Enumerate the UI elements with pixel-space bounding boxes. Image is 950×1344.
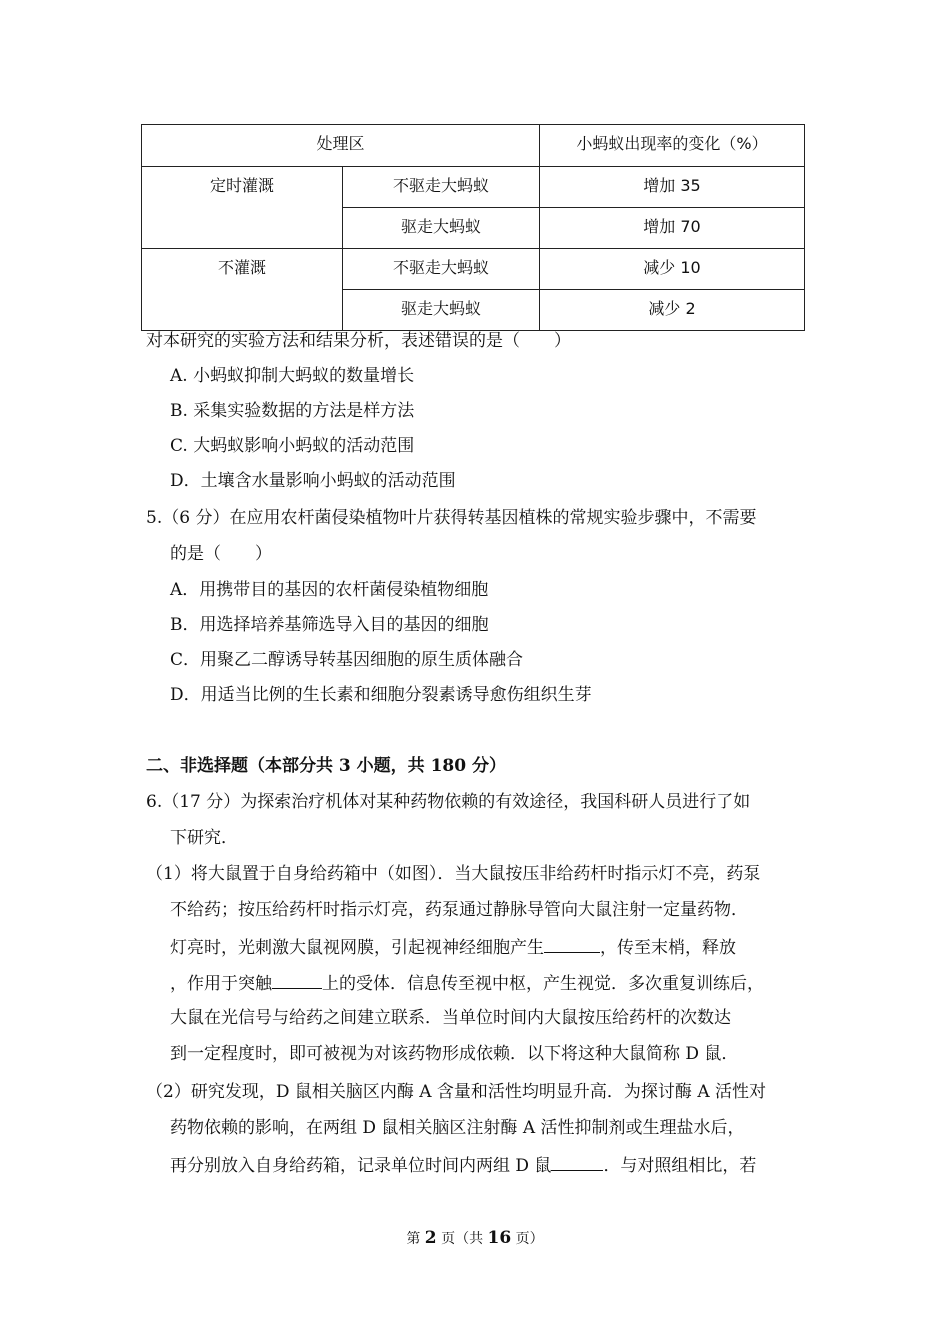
text-fragment: 上的受体．信息传至视中枢，产生视觉．多次重复训练后， [322, 974, 764, 994]
group-label: 不灌溉 [142, 249, 343, 331]
answer-blank[interactable] [544, 934, 600, 953]
answer-blank[interactable] [551, 1152, 603, 1171]
header-rate-change: 小蚂蚁出现率的变化（%） [540, 125, 805, 167]
q6-part1-line6: 到一定程度时，即可被视为对该药物形成依赖．以下将这种大鼠简称 D 鼠． [170, 1044, 739, 1064]
text-fragment: ，传至末梢，释放 [600, 938, 736, 958]
q6-part1-line1: （1）将大鼠置于自身给药箱中（如图）．当大鼠按压非给药杆时指示灯不亮，药泵 [146, 864, 761, 884]
change-cell: 减少 2 [540, 290, 805, 331]
q6-part2-line3 [170, 1152, 756, 1178]
q4-stem: 对本研究的实验方法和结果分析，表述错误的是（ ） [146, 331, 571, 351]
change-cell: 增加 70 [540, 208, 805, 249]
q4-option-d: D．土壤含水量影响小蚂蚁的活动范围 [170, 471, 456, 491]
table-header-row [142, 125, 805, 167]
treatment-cell: 驱走大蚂蚁 [343, 290, 540, 331]
q5-option-b: B．用选择培养基筛选导入目的基因的细胞 [170, 615, 489, 635]
table-row [142, 249, 805, 290]
page-number: 2 [424, 1228, 437, 1248]
q5-option-c: C．用聚乙二醇诱导转基因细胞的原生质体融合 [170, 650, 524, 670]
text-fragment: 再分别放入自身给药箱，记录单位时间内两组 D 鼠 [170, 1156, 552, 1176]
q6-part1-line2: 不给药；按压给药杆时指示灯亮，药泵通过静脉导管向大鼠注射一定量药物． [170, 900, 748, 920]
q5-option-a: A．用携带目的基因的农杆菌侵染植物细胞 [170, 580, 489, 600]
q5-option-d: D．用适当比例的生长素和细胞分裂素诱导愈伤组织生芽 [170, 685, 592, 705]
table-row [142, 167, 805, 208]
q6-part2-line2: 药物依赖的影响，在两组 D 鼠相关脑区注射酶 A 活性抑制剂或生理盐水后， [170, 1118, 745, 1138]
total-pages: 16 [487, 1228, 512, 1248]
header-treatment-zone: 处理区 [142, 125, 540, 167]
q6-part1-line4 [170, 970, 764, 996]
q4-option-a: A. 小蚂蚁抑制大蚂蚁的数量增长 [170, 366, 415, 386]
page-footer [0, 1228, 950, 1248]
q5-stem-line1: 5.（6 分）在应用农杆菌侵染植物叶片获得转基因植株的常规实验步骤中，不需要 [146, 508, 757, 528]
q6-stem-line2: 下研究． [170, 828, 238, 848]
footer-text: 第 [406, 1231, 421, 1247]
change-cell: 减少 10 [540, 249, 805, 290]
treatment-cell: 不驱走大蚂蚁 [343, 249, 540, 290]
treatment-cell: 驱走大蚂蚁 [343, 208, 540, 249]
text-fragment: ．与对照组相比，若 [603, 1156, 757, 1176]
q4-option-c: C. 大蚂蚁影响小蚂蚁的活动范围 [170, 436, 415, 456]
group-label: 定时灌溉 [142, 167, 343, 249]
change-cell: 增加 35 [540, 167, 805, 208]
section-heading: 二、非选择题（本部分共 3 小题，共 180 分） [146, 756, 506, 776]
text-fragment: 灯亮时，光刺激大鼠视网膜，引起视神经细胞产生 [170, 938, 544, 958]
answer-blank[interactable] [272, 970, 322, 989]
footer-text: 页（共 [441, 1231, 484, 1247]
q4-option-b: B. 采集实验数据的方法是样方法 [170, 401, 415, 421]
q6-part1-line5: 大鼠在光信号与给药之间建立联系．当单位时间内大鼠按压给药杆的次数达 [170, 1008, 731, 1028]
q5-stem-line2: 的是（ ） [170, 544, 272, 564]
footer-text: 页） [515, 1231, 544, 1247]
q6-stem-line1: 6.（17 分）为探索治疗机体对某种药物依赖的有效途径，我国科研人员进行了如 [146, 792, 751, 812]
q6-part2-line1: （2）研究发现，D 鼠相关脑区内酶 A 含量和活性均明显升高．为探讨酶 A 活性对 [146, 1082, 767, 1102]
results-table [141, 124, 805, 331]
q6-part1-line3 [170, 934, 736, 960]
text-fragment: ，作用于突触 [170, 974, 272, 994]
treatment-cell: 不驱走大蚂蚁 [343, 167, 540, 208]
